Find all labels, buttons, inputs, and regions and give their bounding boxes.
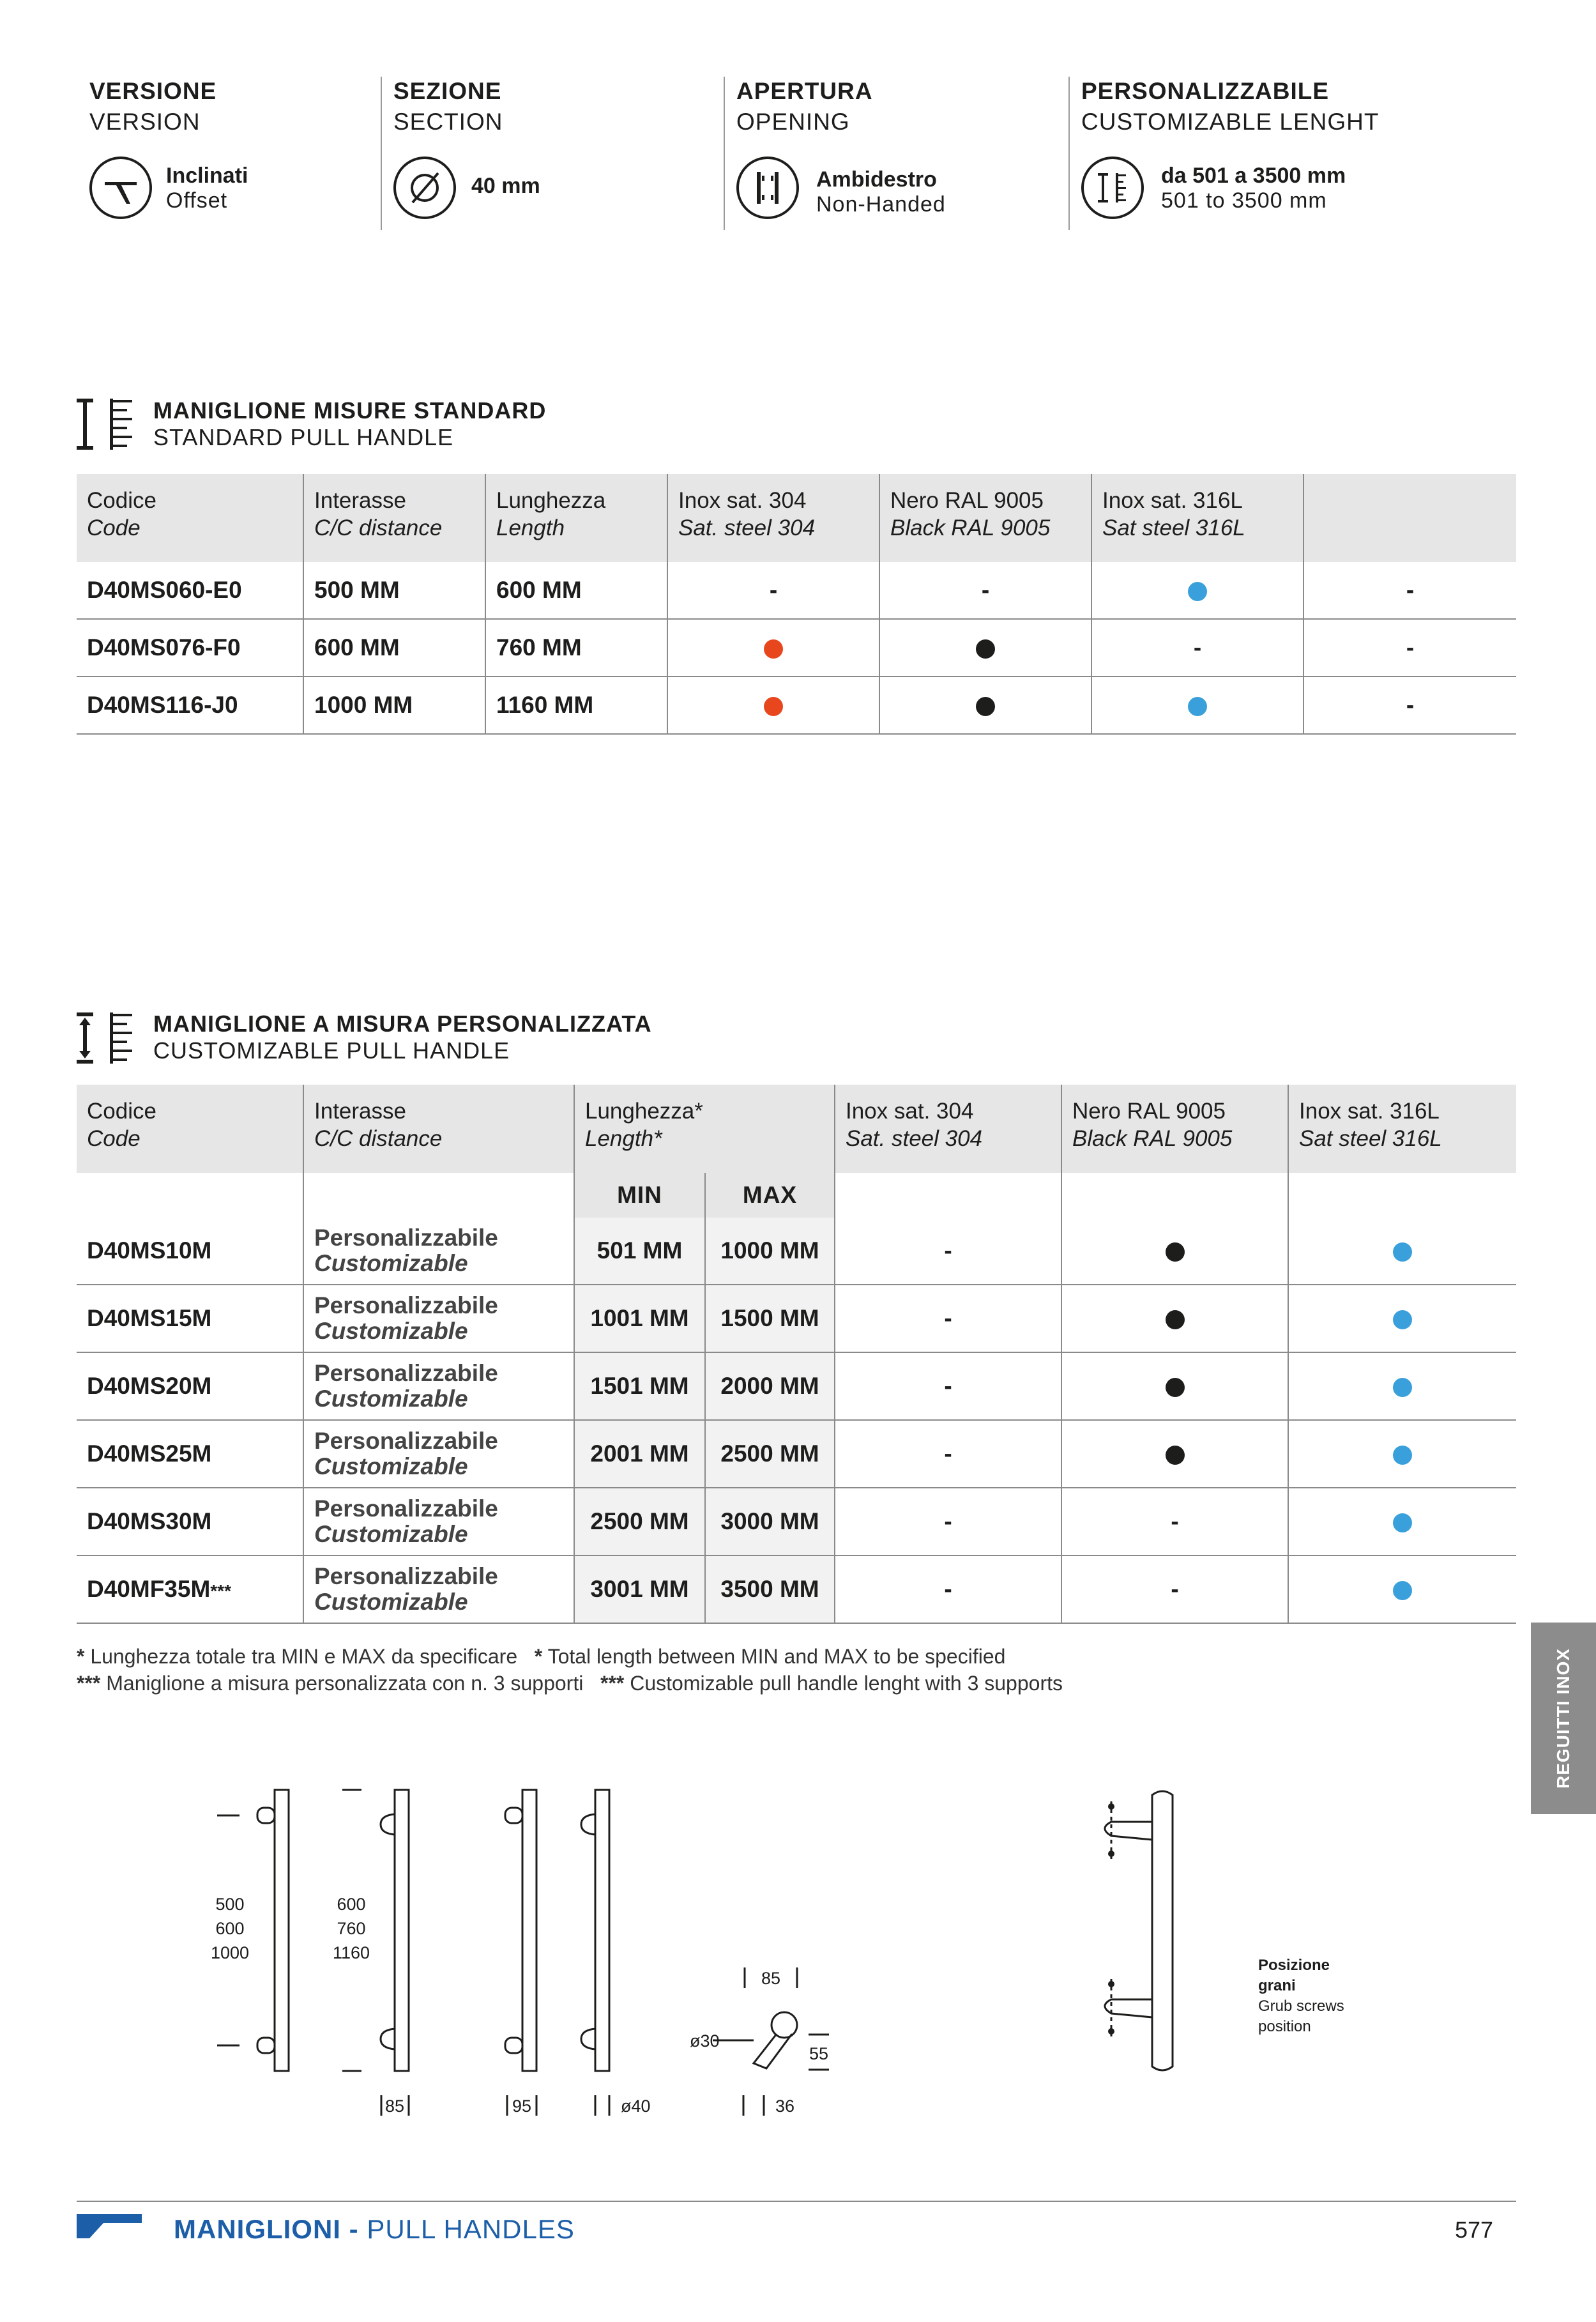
color-dot-icon: [1166, 1446, 1185, 1465]
availability-dot: [667, 676, 879, 734]
spec-section: [393, 78, 503, 135]
header-code: Codice Code: [77, 474, 303, 562]
spec-version-sub: VERSION: [89, 109, 201, 135]
spec-custom: [1081, 78, 1379, 135]
header-nero: Nero RAL 9005 Black RAL 9005: [1061, 1085, 1288, 1173]
color-dot-icon: [764, 639, 783, 659]
footer-title: MANIGLIONI - PULL HANDLES: [174, 2214, 575, 2244]
table-row: [77, 1218, 1516, 1285]
spec-section-sub: SECTION: [393, 109, 503, 135]
non-handed-icon: [736, 157, 799, 219]
not-available: -: [667, 562, 879, 619]
not-available: -: [1061, 1488, 1288, 1555]
spec-version-values: [166, 164, 248, 213]
spec-opening-value: Ambidestro: [816, 167, 937, 192]
product-code: D40MS076-F0: [77, 619, 303, 676]
length-icon: [1081, 157, 1144, 219]
cc-distance: Personalizzabile Customizable: [303, 1555, 574, 1623]
grub-label-it-1: Posizione: [1258, 1957, 1330, 1974]
min-length: 2500 MM: [574, 1488, 705, 1555]
footnotes: [77, 1643, 1063, 1697]
table-row: [77, 1420, 1516, 1488]
offset-icon: [89, 157, 152, 219]
brand-logo: [77, 2214, 142, 2242]
side-tab-label: REGUITTI INOX: [1553, 1648, 1573, 1789]
cc-distance: Personalizzabile Customizable: [303, 1218, 574, 1285]
spec-section-value: 40 mm: [471, 174, 540, 198]
dim-cc1: 500: [215, 1895, 245, 1914]
dim-l1: 600: [337, 1895, 366, 1914]
spec-section-title: SEZIONE: [393, 78, 502, 104]
not-available: -: [835, 1488, 1061, 1555]
page-number: 577: [1455, 2217, 1494, 2243]
color-dot-icon: [1393, 1310, 1412, 1329]
length: 600 MM: [485, 562, 667, 619]
availability-dot: [1288, 1218, 1516, 1285]
availability-dot: [1288, 1488, 1516, 1555]
availability-dot: [879, 676, 1091, 734]
color-dot-icon: [1166, 1378, 1185, 1397]
product-code: D40MS20M: [77, 1352, 303, 1420]
spec-custom-sub: CUSTOMIZABLE LENGHT: [1081, 109, 1379, 135]
product-code: D40MS25M: [77, 1420, 303, 1488]
color-dot-icon: [976, 639, 995, 659]
footnote-1: * Lunghezza totale tra MIN e MAX da specificare * Total length between MIN and MAX to be specified: [77, 1645, 1006, 1668]
color-dot-icon: [764, 697, 783, 716]
header-inox316: Inox sat. 316L Sat steel 316L: [1288, 1085, 1516, 1173]
dim-36: 36: [775, 2097, 795, 2116]
max-length: 1000 MM: [705, 1218, 835, 1285]
code-suffix: ***: [210, 1581, 231, 1601]
cc-distance: 600 MM: [303, 619, 485, 676]
cc-distance: Personalizzabile Customizable: [303, 1420, 574, 1488]
not-available: -: [835, 1420, 1061, 1488]
dim-cc3: 1000: [210, 1943, 250, 1962]
diameter-icon: [393, 157, 456, 219]
cc-distance: Personalizzabile Customizable: [303, 1285, 574, 1352]
table-row: [77, 1285, 1516, 1352]
not-available: -: [1303, 619, 1516, 676]
spec-version-title: VERSIONE: [89, 78, 217, 104]
availability-dot: [1091, 676, 1303, 734]
product-code: D40MF35M***: [77, 1555, 303, 1623]
color-dot-icon: [1188, 582, 1207, 601]
spec-version-value-en: Offset: [166, 188, 228, 213]
spec-opening-value-en: Non-Handed: [816, 192, 946, 217]
divider: [724, 77, 725, 230]
availability-dot: [1061, 1285, 1288, 1352]
product-code: D40MS116-J0: [77, 676, 303, 734]
dim-85: 85: [384, 2097, 405, 2116]
dim-top85: 85: [761, 1969, 781, 1988]
min-length: 1001 MM: [574, 1285, 705, 1352]
max-length: 1500 MM: [705, 1285, 835, 1352]
spec-custom-values: [1161, 164, 1346, 213]
footnote-2: *** Maniglione a misura personalizzata con n. 3 supporti *** Customizable pull handle lenght with 3 supports: [77, 1672, 1063, 1695]
standard-heading: [153, 397, 546, 451]
custom-icon: [77, 1011, 134, 1068]
availability-dot: [1061, 1218, 1288, 1285]
spec-version: [89, 78, 217, 135]
max-length: 3500 MM: [705, 1555, 835, 1623]
custom-subtitle: CUSTOMIZABLE PULL HANDLE: [153, 1037, 510, 1064]
header-cc: Interasse C/C distance: [303, 1085, 574, 1173]
product-code: D40MS15M: [77, 1285, 303, 1352]
not-available: -: [1061, 1555, 1288, 1623]
header-extra: [1303, 474, 1516, 562]
cc-distance: Personalizzabile Customizable: [303, 1488, 574, 1555]
not-available: -: [835, 1218, 1061, 1285]
header-inox304: Inox sat. 304 Sat. steel 304: [667, 474, 879, 562]
dim-30: ø30: [690, 2031, 720, 2051]
spec-opening-sub: OPENING: [736, 109, 850, 135]
dim-40: ø40: [621, 2097, 651, 2116]
dim-l2: 760: [337, 1919, 366, 1938]
not-available: -: [835, 1555, 1061, 1623]
max-length: 2500 MM: [705, 1420, 835, 1488]
min-length: 1501 MM: [574, 1352, 705, 1420]
not-available: -: [879, 562, 1091, 619]
color-dot-icon: [1393, 1513, 1412, 1532]
spec-custom-value-en: 501 to 3500 mm: [1161, 188, 1327, 213]
not-available: -: [835, 1352, 1061, 1420]
header-code: Codice Code: [77, 1085, 303, 1173]
availability-dot: [879, 619, 1091, 676]
spec-opening-title: APERTURA: [736, 78, 873, 104]
not-available: -: [1303, 676, 1516, 734]
min-length: 2001 MM: [574, 1420, 705, 1488]
dim-55: 55: [809, 2044, 829, 2063]
standard-subtitle: STANDARD PULL HANDLE: [153, 424, 454, 450]
spec-opening-values: [816, 167, 946, 217]
divider: [381, 77, 382, 230]
not-available: -: [835, 1285, 1061, 1352]
availability-dot: [1061, 1352, 1288, 1420]
table-row: [77, 1352, 1516, 1420]
color-dot-icon: [1166, 1242, 1185, 1262]
length: 760 MM: [485, 619, 667, 676]
custom-heading: [153, 1011, 652, 1064]
dim-cc2: 600: [215, 1919, 245, 1938]
handle-drawing-left: [192, 1776, 862, 2134]
color-dot-icon: [1393, 1581, 1412, 1600]
color-dot-icon: [1393, 1446, 1412, 1465]
standard-icon: [77, 397, 134, 455]
spec-version-value: Inclinati: [166, 164, 248, 188]
availability-dot: [1288, 1420, 1516, 1488]
table-row: [77, 562, 1516, 619]
grub-screw-drawing: [1086, 1776, 1392, 2134]
grub-label-en-2: position: [1258, 2018, 1311, 2035]
min-length: 501 MM: [574, 1218, 705, 1285]
custom-table: [77, 1085, 1516, 1624]
color-dot-icon: [1393, 1378, 1412, 1397]
grub-label-it-2: grani: [1258, 1977, 1296, 1994]
availability-dot: [667, 619, 879, 676]
color-dot-icon: [1188, 697, 1207, 716]
max-length: 3000 MM: [705, 1488, 835, 1555]
availability-dot: [1091, 562, 1303, 619]
spec-opening: [736, 78, 873, 135]
side-tab: [1531, 1623, 1596, 1814]
spec-custom-title: PERSONALIZZABILE: [1081, 78, 1330, 104]
dim-95: 95: [512, 2097, 532, 2116]
header-length: Lunghezza* Length*: [574, 1085, 835, 1173]
spec-custom-value: da 501 a 3500 mm: [1161, 164, 1346, 188]
spec-section-value-wrap: [471, 174, 540, 199]
availability-dot: [1288, 1555, 1516, 1623]
header-length: Lunghezza Length: [485, 474, 667, 562]
grub-label-en-1: Grub screws: [1258, 1997, 1344, 2015]
not-available: -: [1303, 562, 1516, 619]
table-row: [77, 1488, 1516, 1555]
product-code: D40MS10M: [77, 1218, 303, 1285]
color-dot-icon: [976, 697, 995, 716]
cc-distance: Personalizzabile Customizable: [303, 1352, 574, 1420]
cc-distance: 500 MM: [303, 562, 485, 619]
divider: [1068, 77, 1070, 230]
availability-dot: [1288, 1285, 1516, 1352]
header-nero: Nero RAL 9005 Black RAL 9005: [879, 474, 1091, 562]
color-dot-icon: [1393, 1242, 1412, 1262]
header-inox316: Inox sat. 316L Sat steel 316L: [1091, 474, 1303, 562]
standard-table: [77, 474, 1516, 735]
max-length: 2000 MM: [705, 1352, 835, 1420]
table-row: [77, 676, 1516, 734]
product-code: D40MS060-E0: [77, 562, 303, 619]
footer-divider: [77, 2201, 1516, 2202]
custom-title: MANIGLIONE A MISURA PERSONALIZZATA: [153, 1011, 652, 1037]
standard-title: MANIGLIONE MISURE STANDARD: [153, 397, 547, 424]
color-dot-icon: [1166, 1310, 1185, 1329]
header-cc: Interasse C/C distance: [303, 474, 485, 562]
max-label: MAX: [705, 1173, 835, 1218]
min-length: 3001 MM: [574, 1555, 705, 1623]
table-row: [77, 619, 1516, 676]
product-code: D40MS30M: [77, 1488, 303, 1555]
table-row: [77, 1555, 1516, 1623]
not-available: -: [1091, 619, 1303, 676]
availability-dot: [1061, 1420, 1288, 1488]
cc-distance: 1000 MM: [303, 676, 485, 734]
min-label: MIN: [574, 1173, 705, 1218]
dim-l3: 1160: [332, 1943, 370, 1962]
header-inox304: Inox sat. 304 Sat. steel 304: [835, 1085, 1061, 1173]
availability-dot: [1288, 1352, 1516, 1420]
length: 1160 MM: [485, 676, 667, 734]
